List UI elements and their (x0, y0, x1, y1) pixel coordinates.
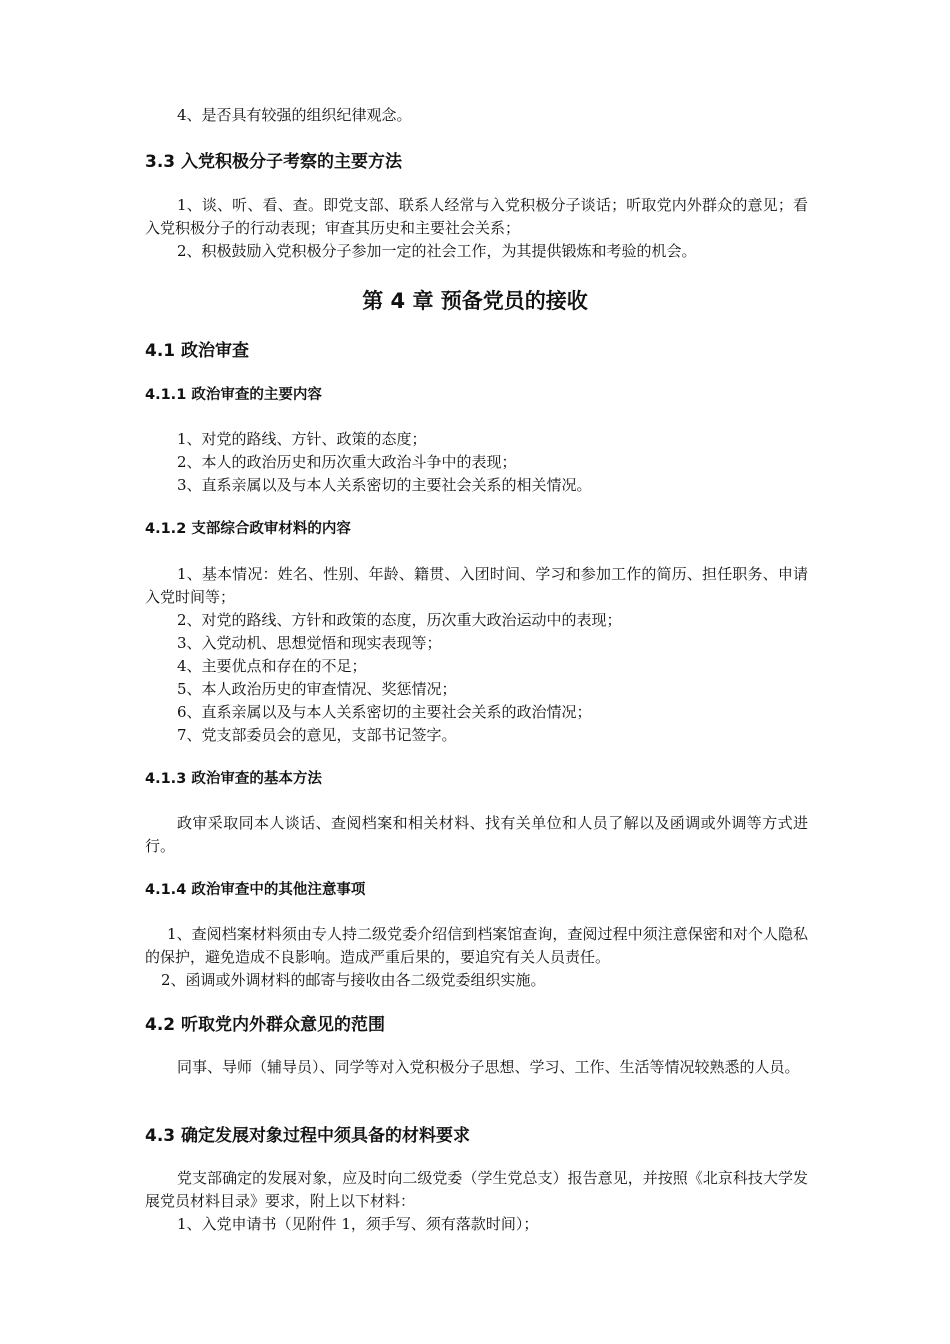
list-item: 3、直系亲属以及与本人关系密切的主要社会关系的相关情况。 (177, 476, 592, 494)
paragraph: 1、查阅档案材料须由专人持二级党委介绍信到档案馆查询，查阅过程中须注意保密和对个人隐私的保护，避免造成不良影响。造成严重后果的，要追究有关人员责任。 (145, 925, 808, 966)
list-item: 3、入党动机、思想觉悟和现实表现等； (177, 634, 442, 652)
heading-4-1: 4.1 政治审查 (145, 341, 250, 361)
list-item: 6、直系亲属以及与本人关系密切的主要社会关系的政治情况； (177, 703, 592, 721)
chapter-4-title: 第 4 章 预备党员的接收 (362, 289, 588, 313)
paragraph: 同事、导师（辅导员）、同学等对入党积极分子思想、学习、工作、生活等情况较熟悉的人员。 (177, 1058, 800, 1076)
heading-4-1-1: 4.1.1 政治审查的主要内容 (145, 387, 322, 403)
heading-4-3: 4.3 确定发展对象过程中须具备的材料要求 (145, 1126, 471, 1146)
list-item: 5、本人政治历史的审查情况、奖惩情况； (177, 680, 457, 698)
heading-4-1-2: 4.1.2 支部综合政审材料的内容 (145, 521, 351, 537)
heading-4-1-4: 4.1.4 政治审查中的其他注意事项 (145, 882, 366, 898)
list-item: 1、对党的路线、方针、政策的态度； (177, 430, 427, 448)
criteria-item-4: 4、是否具有较强的组织纪律观念。 (177, 106, 412, 124)
method-item-1: 1、谈、听、看、查。即党支部、联系人经常与入党积极分子谈话；听取党内外群众的意见；看入党积极分子的行动表现；审查其历史和主要社会关系； (145, 196, 808, 237)
list-item: 2、本人的政治历史和历次重大政治斗争中的表现； (177, 453, 517, 471)
paragraph: 2、函调或外调材料的邮寄与接收由各二级党委组织实施。 (161, 971, 546, 989)
list-item: 4、主要优点和存在的不足； (177, 657, 367, 675)
method-item-2: 2、积极鼓励入党积极分子参加一定的社会工作，为其提供锻炼和考验的机会。 (177, 242, 697, 260)
paragraph: 政审采取同本人谈话、查阅档案和相关材料、找有关单位和人员了解以及函调或外调等方式进行。 (145, 814, 808, 855)
list-item: 1、基本情况：姓名、性别、年龄、籍贯、入团时间、学习和参加工作的简历、担任职务、申请入党时间等； (145, 565, 808, 606)
list-item: 2、对党的路线、方针和政策的态度，历次重大政治运动中的表现； (177, 611, 622, 629)
heading-4-2: 4.2 听取党内外群众意见的范围 (145, 1015, 386, 1035)
paragraph: 党支部确定的发展对象，应及时向二级党委（学生党总支）报告意见，并按照《北京科技大学发展党员材料目录》要求，附上以下材料： (145, 1169, 808, 1210)
heading-3-3: 3.3 入党积极分子考察的主要方法 (145, 152, 403, 172)
list-item: 1、入党申请书（见附件 1，须手写、须有落款时间）； (177, 1215, 539, 1233)
list-item: 7、党支部委员会的意见，支部书记签字。 (177, 726, 457, 744)
heading-4-1-3: 4.1.3 政治审查的基本方法 (145, 771, 322, 787)
